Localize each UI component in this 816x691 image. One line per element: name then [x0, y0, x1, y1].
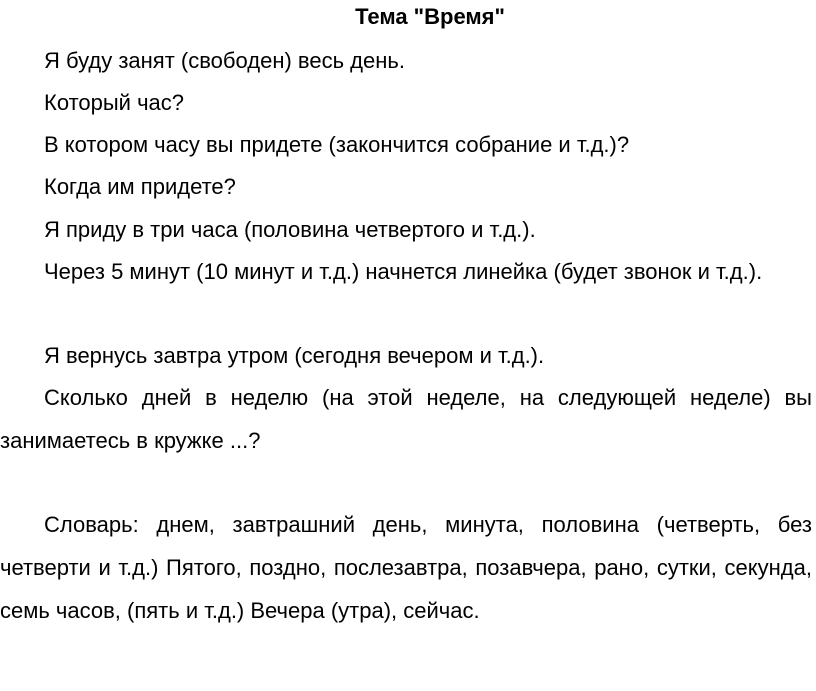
paragraph: Словарь: днем, завтрашний день, минута, половина (четверть, без четверти и т.д.) Пятого, поздно, послезавтра, позавчера, рано, сутки, секунда, семь часов, (пять и т.д.) Вечера (утра), сейчас. [0, 512, 812, 623]
paragraph: Сколько дней в неделю (на этой неделе, на следующей неделе) вы занимаетесь в кружке ...? [0, 385, 812, 453]
paragraph: Когда им придете? [44, 174, 236, 199]
paragraph: Я вернусь завтра утром (сегодня вечером и т.д.). [44, 343, 545, 368]
paragraph: Через 5 минут (10 минут и т.д.) начнется линейка (будет звонок и т.д.). [44, 259, 763, 284]
paragraph: Я приду в три часа (половина четвертого и т.д.). [44, 217, 536, 242]
paragraph: В котором часу вы придете (закончится собрание и т.д.)? [44, 132, 630, 157]
document-title: Тема "Время" [355, 4, 505, 29]
paragraph: Который час? [44, 90, 185, 115]
paragraph: Я буду занят (свободен) весь день. [44, 48, 405, 73]
